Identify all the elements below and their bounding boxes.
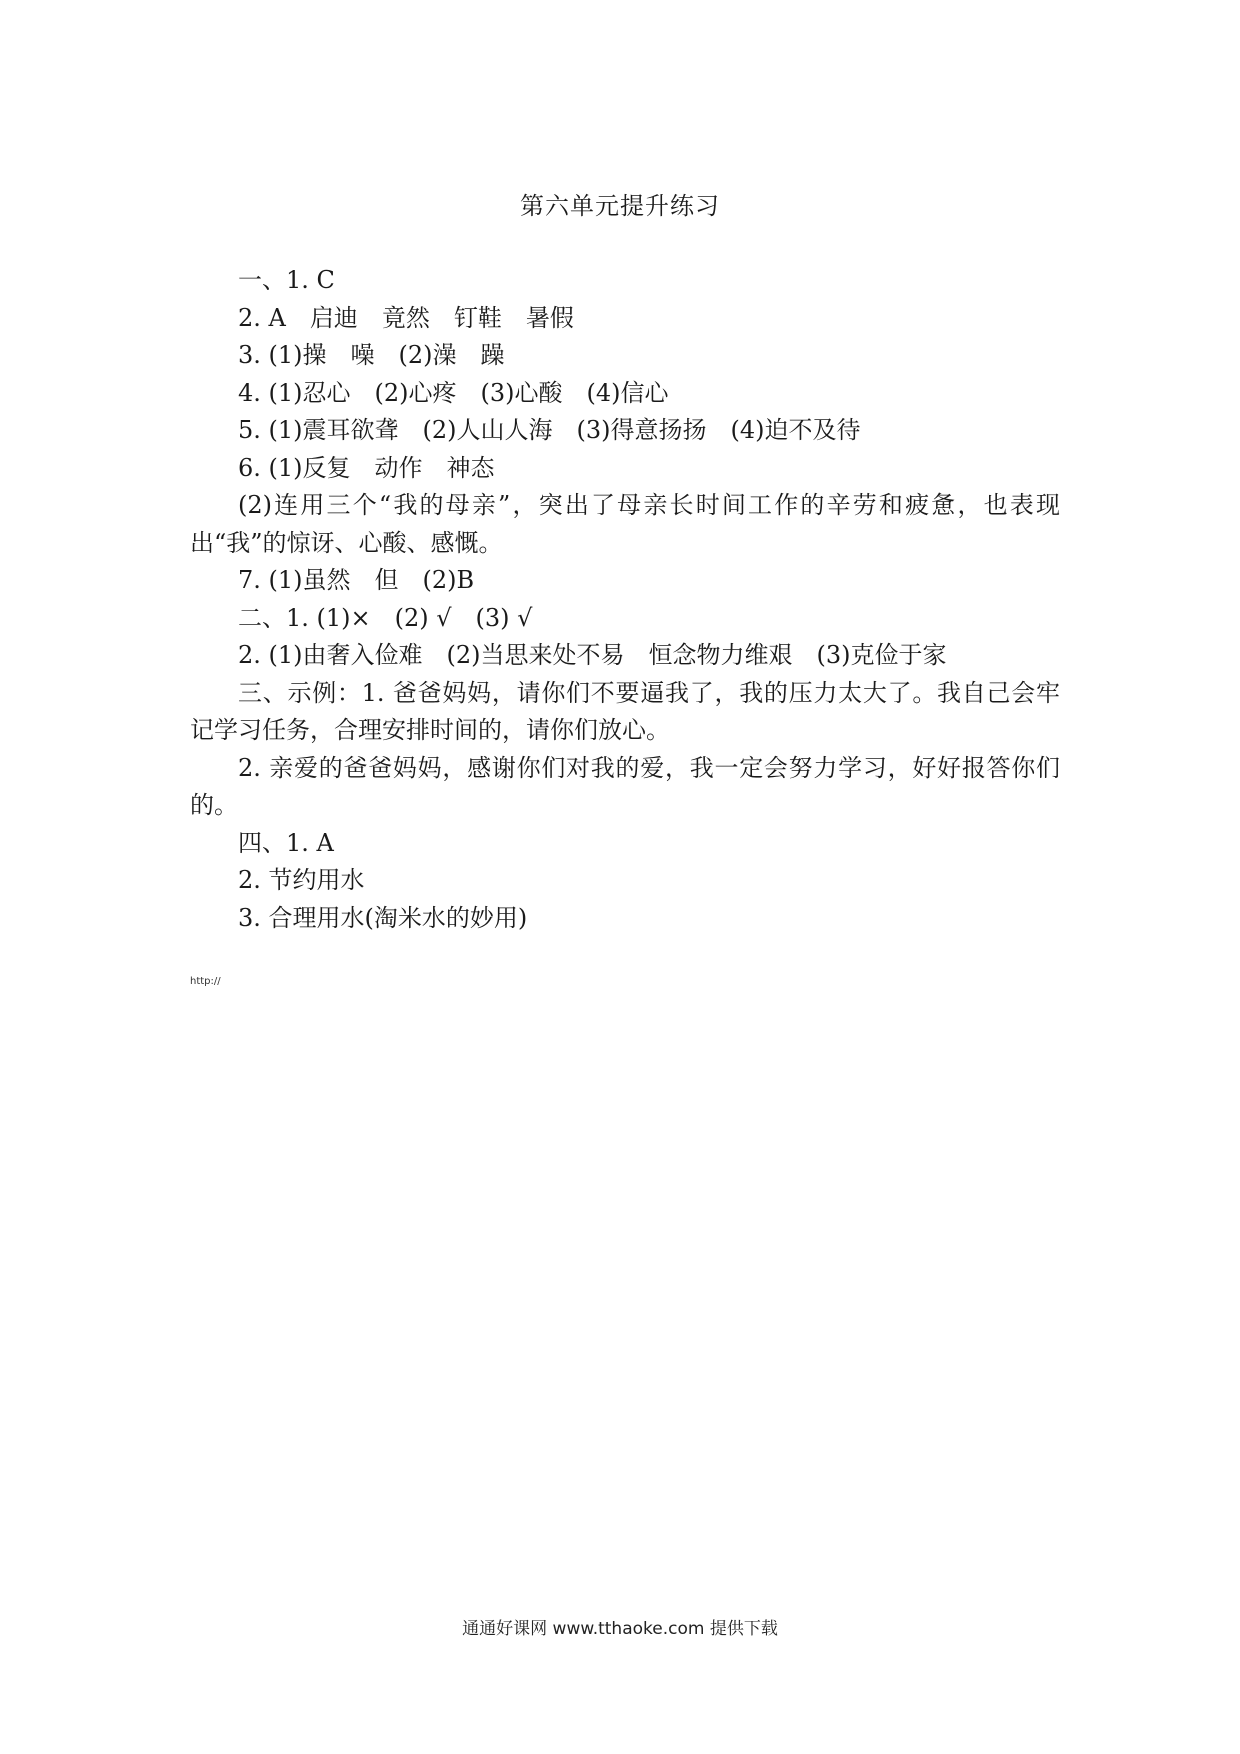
answer-paragraph: (2)连用三个“我的母亲”，突出了母亲长时间工作的辛劳和疲惫，也表现出“我”的惊讶、心酸、感慨。 xyxy=(190,491,1060,557)
answer-line: 5. (1)震耳欲聋 (2)人山人海 (3)得意扬扬 (4)迫不及待 xyxy=(238,416,861,444)
page-title: 第六单元提升练习 xyxy=(520,192,720,220)
answer-line: 一、1. C xyxy=(238,266,335,294)
footer-credit: 通通好课网 www.tthaoke.com 提供下载 xyxy=(462,1619,778,1639)
url-note: http:// xyxy=(190,976,221,987)
answer-line: 4. (1)忍心 (2)心疼 (3)心酸 (4)信心 xyxy=(238,378,669,407)
answer-line: 2. 节约用水 xyxy=(238,866,365,894)
answer-line: 7. (1)虽然 但 (2)B xyxy=(238,566,475,594)
answer-content xyxy=(190,262,1060,937)
answer-line: 6. (1)反复 动作 神态 xyxy=(238,453,495,482)
answer-line: 2. (1)由奢入俭难 (2)当思来处不易 恒念物力维艰 (3)克俭于家 xyxy=(238,641,947,669)
answer-line: 3. 合理用水(淘米水的妙用) xyxy=(238,903,528,932)
answer-paragraph: 2. 亲爱的爸爸妈妈，感谢你们对我的爱，我一定会努力学习，好好报答你们的。 xyxy=(190,753,1060,819)
answer-line: 2. A 启迪 竟然 钉鞋 暑假 xyxy=(238,303,574,332)
answer-paragraph: 三、示例：1. 爸爸妈妈，请你们不要逼我了，我的压力太大了。我自己会牢记学习任务，合理安排时间的，请你们放心。 xyxy=(190,678,1060,744)
answer-line: 二、1. (1)× (2) √ (3) √ xyxy=(238,603,533,632)
answer-line: 四、1. A xyxy=(238,828,334,857)
answer-line: 3. (1)操 噪 (2)澡 躁 xyxy=(238,341,505,369)
